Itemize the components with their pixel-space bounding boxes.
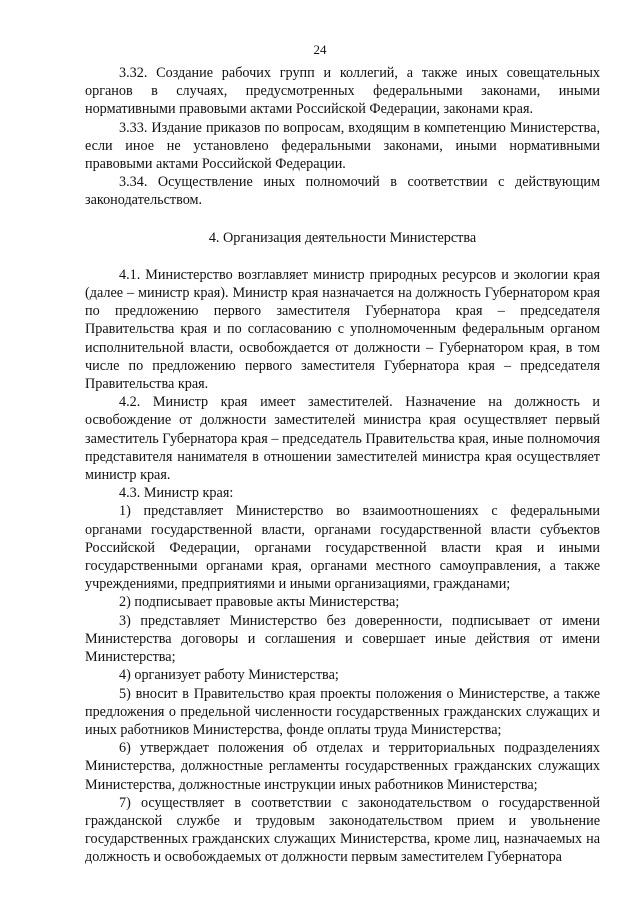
list-item-5: 5) вносит в Правительство края проекты положения о Министерстве, а также предложения о предельной численности государственных гражданских служащих и иных работников Министерства, фонде оплаты труда Министерства; [85,685,600,738]
page-number: 24 [313,42,327,57]
list-item-6: 6) утверждает положения об отделах и территориальных подразделениях Министерства, должностные регламенты государственных гражданских служащих Министерства, должностные инструкции иных работников Министерства; [85,740,600,793]
paragraph-4-1: 4.1. Министерство возглавляет министр природных ресурсов и экологии края (далее – министр края). Министр края назначается на должность Губернатором края по предложению первого заместителя Губернатора края – председателя Правительства края и по согласованию с уполномоченным федеральным органом исполнительной власти, освобождается от должности – Губернатором края, в том числе по предложению первого заместителя Губернатора края – председателя Правительства края. [85,266,600,393]
list-item-4: 4) организует работу Министерства; [119,667,339,684]
list-item-7: 7) осуществляет в соответствии с законодательством о государственной гражданской службе и трудовым законодательством прием и увольнение государственных гражданских служащих Министерства, кроме лиц, назначаемых на должность и освобождаемых от должности первым заместителем Губернатора [85,794,600,866]
paragraph-4-2: 4.2. Министр края имеет заместителей. Назначение на должность и освобождение от должности заместителей министра края осуществляет первый заместитель Губернатора края – председатель Правительства края, иные полномочия представителя нанимателя в отношении заместителей министра края осуществляет министр края. [85,394,600,484]
paragraph-3-33: 3.33. Издание приказов по вопросам, входящим в компетенцию Министерства, если иное не установлено федеральными законами, иными нормативными правовыми актами Российской Федерации. [85,119,600,173]
section-heading: 4. Организация деятельности Министерства [208,229,477,246]
document-body [85,64,600,867]
list-item-3: 3) представляет Министерство без доверенности, подписывает от имени Министерства договоры и соглашения и совершает иные действия от имени Министерства; [85,612,600,666]
list-item-2: 2) подписывает правовые акты Министерства; [119,594,400,611]
list-item-1: 1) представляет Министерство во взаимоотношениях с федеральными органами государственной власти, органами государственной власти субъектов Российской Федерации, органами государственной власти края и иными государственными органами края, органами местного самоуправления, а также учреждениями, предприятиями и иными организациями, гражданами; [85,503,600,593]
paragraph-4-3: 4.3. Министр края: [119,485,234,502]
paragraph-3-34: 3.34. Осуществление иных полномочий в соответствии с действующим законодательством. [85,174,600,209]
paragraph-3-32: 3.32. Создание рабочих групп и коллегий, а также иных совещательных органов в случаях, предусмотренных федеральными законами, иными нормативными правовыми актами Российской Федерации, законами края. [85,65,600,118]
